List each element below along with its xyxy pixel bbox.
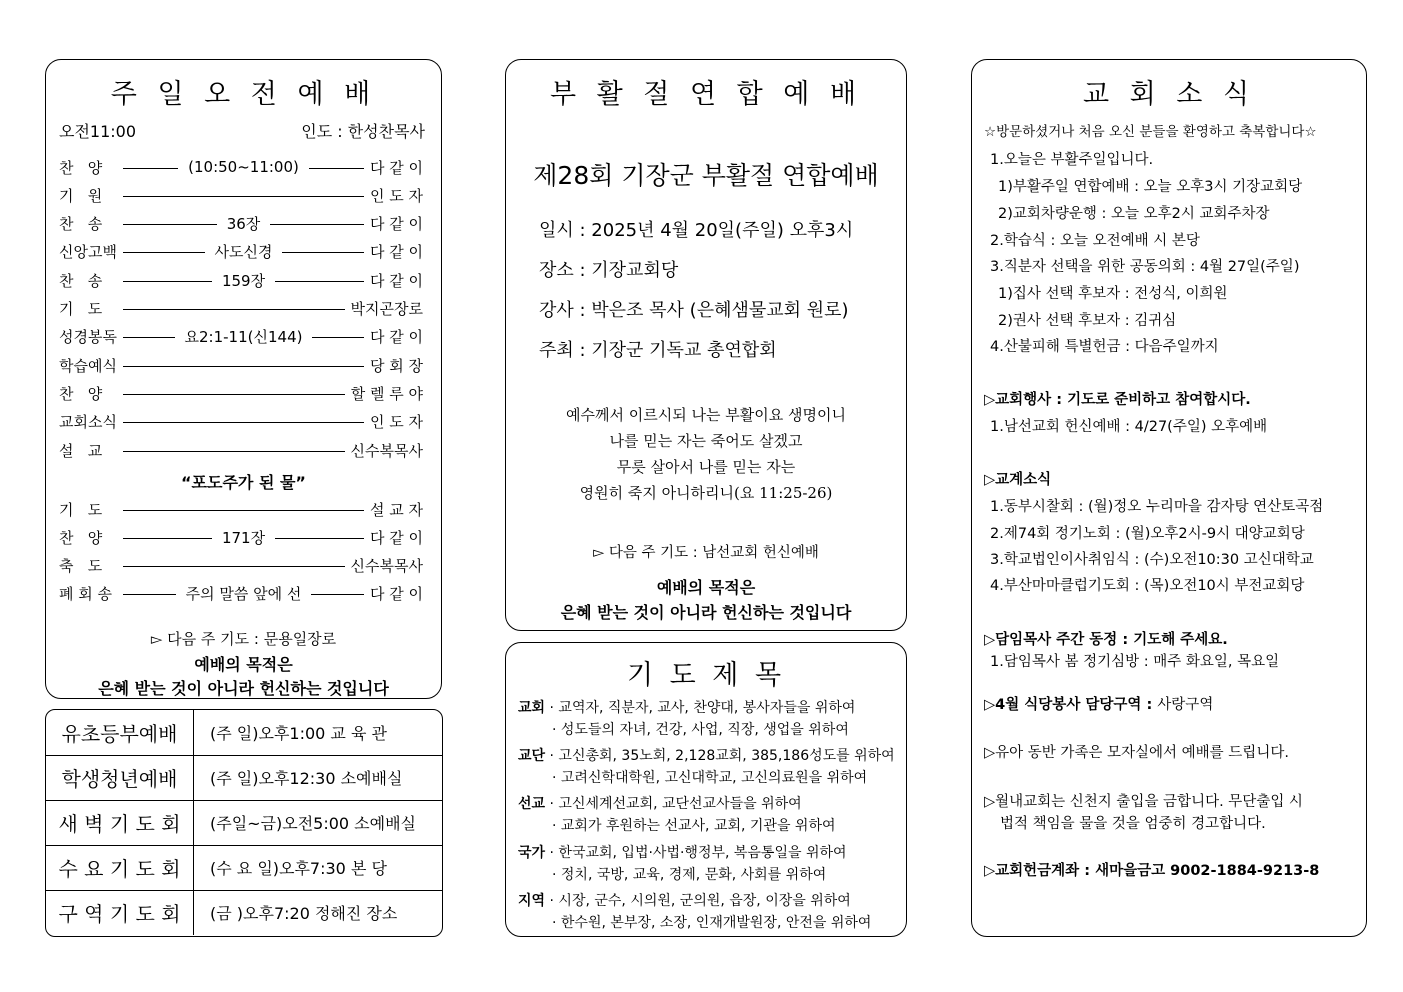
worship-order-row	[59, 154, 423, 180]
purpose-line-1: 예배의 목적은	[194, 655, 293, 674]
order-item-role: 다 같 이	[369, 215, 423, 234]
denomination-heading: ▷교계소식	[984, 472, 1052, 488]
leader-dash	[275, 281, 364, 282]
news-line: 3.직분자 선택을 위한 공동의회 : 4월 27일(주일)	[990, 259, 1300, 275]
order-item-name: 학습예식	[59, 356, 117, 375]
news-line: 2)교회차량운행 : 오늘 오후2시 교회주차장	[998, 206, 1270, 222]
leader-dash	[282, 252, 364, 253]
worship-order-row	[59, 553, 423, 579]
news-line: 4.산불피해 특별헌금 : 다음주일까지	[990, 339, 1219, 355]
worship-order-row	[59, 581, 423, 607]
schedule-row	[46, 845, 442, 891]
schedule-name: 학생청년예배	[46, 755, 194, 800]
order-item-detail: 171장	[221, 528, 266, 547]
schedule-time: (주일~금)오전5:00 소예배실	[210, 814, 417, 833]
schedule-name: 수 요 기 도 회	[46, 845, 194, 890]
next-week-prayer: ▻ 다음 주 기도 : 문용일장로	[150, 630, 337, 648]
event-heading: ▷교회행사 : 기도로 준비하고 참여합시다.	[984, 392, 1251, 408]
worship-order-row	[59, 324, 423, 350]
worship-order-row	[59, 496, 423, 522]
order-item-name: 신앙고백	[59, 243, 117, 262]
denomination-line: 2.제74회 정기노회 : (월)오후2시-9시 대양교회당	[990, 526, 1305, 542]
easter-place: 장소 : 기장교회당	[539, 260, 679, 281]
pastor-line: 1.담임목사 봄 정기심방 : 매주 화요일, 목요일	[990, 654, 1280, 670]
prayer-line: 성도들의 자녀, 건강, 사업, 직장, 생업을 위하여	[560, 722, 849, 738]
leader-dash	[123, 394, 345, 395]
worship-order-row	[59, 239, 423, 265]
meal-value: 사랑구역	[1157, 697, 1214, 713]
order-item-role: 인 도 자	[369, 186, 423, 205]
order-item-role: 박지곤장로	[350, 300, 423, 318]
prayer-category: 지역	[518, 893, 546, 909]
leader-dash	[123, 196, 364, 197]
prayer-line: 한수원, 본부장, 소장, 인재개발원장, 안전을 위하여	[560, 915, 872, 931]
verse-line: 영원히 죽지 아니하리니(요 11:25-26)	[579, 484, 833, 502]
news-line: 1.오늘은 부활주일입니다.	[990, 152, 1154, 168]
easter-purpose-1: 예배의 목적은	[656, 578, 756, 597]
order-item-role: 다 같 이	[370, 528, 424, 547]
prayer-line: 교역자, 직분자, 교사, 찬양대, 봉사자들을 위하여	[558, 700, 856, 716]
easter-service-box	[505, 59, 907, 631]
event-line: 1.남선교회 헌신예배 : 4/27(주일) 오후예배	[990, 419, 1268, 435]
worship-order-row	[59, 267, 423, 293]
prayer-topics-box: 기 도 제 목 교회 · 교역자, 직분자, 교사, 찬양대, 봉사자들을 위하여 · 성도들의 자녀, 건강, 사업, 직장, 생업을 위하여 교단 · 고신총회, 35노회, 2,128교회, 385,186성도를 위하여 · 고려신학대학원, 고신대학교, 고신의료원을 위하여 선교 · 고신세계선교회, 교단선교사들을 위하여 · 교회가 후원하는 선교사, 교회, 기관을 위하여 국가 · 한국교회, 입법·사법·행정부, 복음통일을 위하여 · 정치, 국방, 교육, 경제, 문화, 사회를 위하여 지역 · 시장, 군수, 시의원, 군의원, 읍장, 이장을 위하여 · 한수원, 본부장, 소장, 인재개발원장, 안전을 위하여	[505, 642, 907, 937]
leader-dash	[311, 594, 364, 595]
order-item-name: 기 원	[59, 186, 103, 205]
order-item-name: 교회소식	[59, 413, 117, 432]
schedule-time: (금 )오후7:20 정해진 장소	[210, 904, 398, 923]
welcome-line: ☆방문하셨거나 처음 오신 분들을 환영하고 축복합니다☆	[984, 124, 1317, 140]
order-item-role: 신수복목사	[350, 557, 423, 576]
pastor-heading: ▷담임목사 주간 동정 : 기도해 주세요.	[984, 632, 1228, 648]
schedule-time: (주 일)오후1:00 교 육 관	[210, 724, 387, 743]
church-news-box	[971, 59, 1367, 937]
prayer-category: 교단	[518, 748, 546, 764]
order-item-name: 찬 양	[59, 158, 103, 177]
denomination-line: 1.동부시찰회 : (월)정오 누리마을 감자탕 연산토곡점	[990, 499, 1324, 515]
leader-dash	[123, 594, 176, 595]
easter-speaker: 강사 : 박은조 목사 (은혜샘물교회 원로)	[539, 300, 849, 321]
denomination-line: 4.부산마마클럽기도회 : (목)오전10시 부전교회당	[990, 578, 1305, 594]
leader-dash	[275, 538, 364, 539]
order-item-name: 찬 송	[59, 215, 103, 234]
schedule-time: (주 일)오후12:30 소예배실	[210, 769, 403, 788]
offering-account: ▷교회헌금계좌 : 새마을금고 9002-1884-9213-8	[984, 863, 1320, 879]
meeting-schedule-table	[45, 709, 443, 937]
leader-dash	[123, 566, 345, 567]
order-item-name: 찬 양	[59, 384, 103, 403]
order-item-role: 다 같 이	[370, 585, 424, 604]
leader-dash	[123, 309, 345, 310]
prayer-line: 한국교회, 입법·사법·행정부, 복음통일을 위하여	[558, 845, 847, 861]
news-line: 2.학습식 : 오늘 오전예배 시 본당	[990, 233, 1200, 249]
prayer-line: 고신세계선교회, 교단선교사들을 위하여	[558, 796, 802, 812]
schedule-name: 구 역 기 도 회	[46, 890, 194, 935]
order-item-role: 다 같 이	[370, 328, 424, 347]
leader-dash	[123, 168, 178, 169]
leader-dash	[309, 168, 364, 169]
worship-title: 주 일 오 전 예 배	[110, 79, 377, 110]
order-item-detail: 주의 말씀 앞에 선	[185, 585, 302, 604]
worship-leader: 인도 : 한성찬목사	[301, 122, 425, 141]
news-line: 1)집사 선택 후보자 : 전성식, 이희원	[998, 286, 1228, 302]
leader-dash	[123, 366, 364, 367]
order-item-name: 기 도	[59, 500, 103, 519]
leader-dash	[123, 252, 205, 253]
worship-order-row	[59, 296, 423, 322]
order-item-role: 다 같 이	[370, 271, 424, 290]
leader-dash	[123, 510, 364, 511]
prayer-category: 국가	[518, 845, 546, 861]
prayer-line: 교회가 후원하는 선교사, 교회, 기관을 위하여	[560, 818, 836, 834]
order-item-name: 찬 송	[59, 271, 103, 290]
worship-order-row	[59, 409, 423, 435]
worship-order-row	[59, 380, 423, 406]
leader-dash	[123, 224, 217, 225]
prayer-line: 정치, 국방, 교육, 경제, 문화, 사회를 위하여	[560, 867, 827, 883]
order-item-name: 찬 양	[59, 528, 103, 547]
prayer-line: 시장, 군수, 시의원, 군의원, 읍장, 이장을 위하여	[558, 893, 851, 909]
order-item-role: 할 렐 루 야	[350, 384, 423, 403]
prayer-title: 기 도 제 목	[626, 660, 786, 691]
order-item-detail: 사도신경	[214, 243, 273, 262]
verse-line: 나를 믿는 자는 죽어도 살겠고	[609, 432, 803, 450]
order-item-role: 다 같 이	[370, 243, 424, 262]
schedule-row	[46, 755, 442, 801]
order-item-name: 성경봉독	[59, 328, 117, 347]
leader-dash	[123, 422, 364, 423]
leader-dash	[312, 337, 364, 338]
verse-line: 무릇 살아서 나를 믿는 자는	[616, 458, 796, 476]
order-item-detail: 36장	[226, 215, 261, 234]
worship-order-row	[59, 437, 423, 463]
leader-dash	[123, 451, 345, 452]
news-line: 1)부활주일 연합예배 : 오늘 오후3시 기장교회당	[998, 179, 1303, 195]
prayer-category: 선교	[518, 796, 546, 812]
prayer-line: 고려신학대학원, 고신대학교, 고신의료원을 위하여	[560, 770, 868, 786]
easter-host: 주최 : 기장군 기독교 총연합회	[539, 340, 777, 361]
verse-line: 예수께서 이르시되 나는 부활이요 생명이니	[566, 406, 846, 424]
easter-next-prayer: ▻ 다음 주 기도 : 남선교회 헌신예배	[593, 545, 819, 561]
schedule-name: 새 벽 기 도 회	[46, 800, 194, 845]
worship-order-row	[59, 182, 423, 208]
order-item-role: 인 도 자	[369, 413, 423, 432]
easter-title: 부 활 절 연 합 예 배	[549, 79, 863, 110]
sunday-worship-box	[45, 59, 442, 699]
leader-dash	[270, 224, 364, 225]
worship-order-row	[59, 352, 423, 378]
schedule-row	[46, 800, 442, 846]
leader-dash	[123, 281, 212, 282]
order-item-role: 설 교 자	[369, 500, 423, 519]
leader-dash	[123, 337, 175, 338]
news-title: 교 회 소 식	[1082, 79, 1256, 110]
leader-dash	[123, 538, 212, 539]
order-item-detail: 요2:1-11(신144)	[184, 328, 303, 347]
news-line: 2)권사 선택 후보자 : 김귀심	[998, 313, 1177, 329]
order-item-role: 다 같 이	[369, 158, 423, 177]
schedule-time: (수 요 일)오후7:30 본 당	[210, 859, 387, 878]
order-item-detail: 159장	[221, 271, 266, 290]
schedule-name: 유초등부예배	[46, 710, 194, 755]
order-item-role: 당 회 장	[369, 356, 423, 375]
worship-time: 오전11:00	[59, 122, 137, 141]
worship-order-row	[59, 211, 423, 237]
easter-headline: 제28회 기장군 부활절 연합예배	[533, 161, 879, 190]
sermon-title: “포도주가 된 물”	[181, 473, 306, 492]
easter-purpose-2: 은혜 받는 것이 아니라 헌신하는 것입니다	[560, 603, 852, 622]
order-item-name: 축 도	[59, 557, 103, 576]
infant-notice: ▷유아 동반 가족은 모자실에서 예배를 드립니다.	[984, 745, 1289, 761]
easter-date: 일시 : 2025년 4월 20일(주일) 오후3시	[539, 220, 854, 241]
order-item-name: 설 교	[59, 441, 103, 460]
prayer-category: 교회	[518, 700, 546, 716]
order-item-name: 기 도	[59, 300, 103, 318]
warning-line-2: 법적 책임을 물을 것을 엄중히 경고합니다.	[1000, 816, 1266, 832]
worship-order-row	[59, 524, 423, 550]
denomination-line: 3.학교법인이사취임식 : (수)오전10:30 고신대학교	[990, 552, 1314, 568]
schedule-row	[46, 890, 442, 935]
schedule-row	[46, 710, 442, 756]
order-item-detail: (10:50~11:00)	[188, 158, 299, 176]
meal-heading: ▷4월 식당봉사 담당구역 :	[984, 697, 1158, 713]
order-item-name: 폐 회 송	[59, 585, 113, 604]
prayer-line: 고신총회, 35노회, 2,128교회, 385,186성도를 위하여	[558, 748, 895, 764]
order-item-role: 신수복목사	[350, 441, 423, 460]
warning-line-1: ▷월내교회는 신천지 출입을 금합니다. 무단출입 시	[984, 794, 1303, 810]
purpose-line-2: 은혜 받는 것이 아니라 헌신하는 것입니다	[98, 679, 389, 698]
